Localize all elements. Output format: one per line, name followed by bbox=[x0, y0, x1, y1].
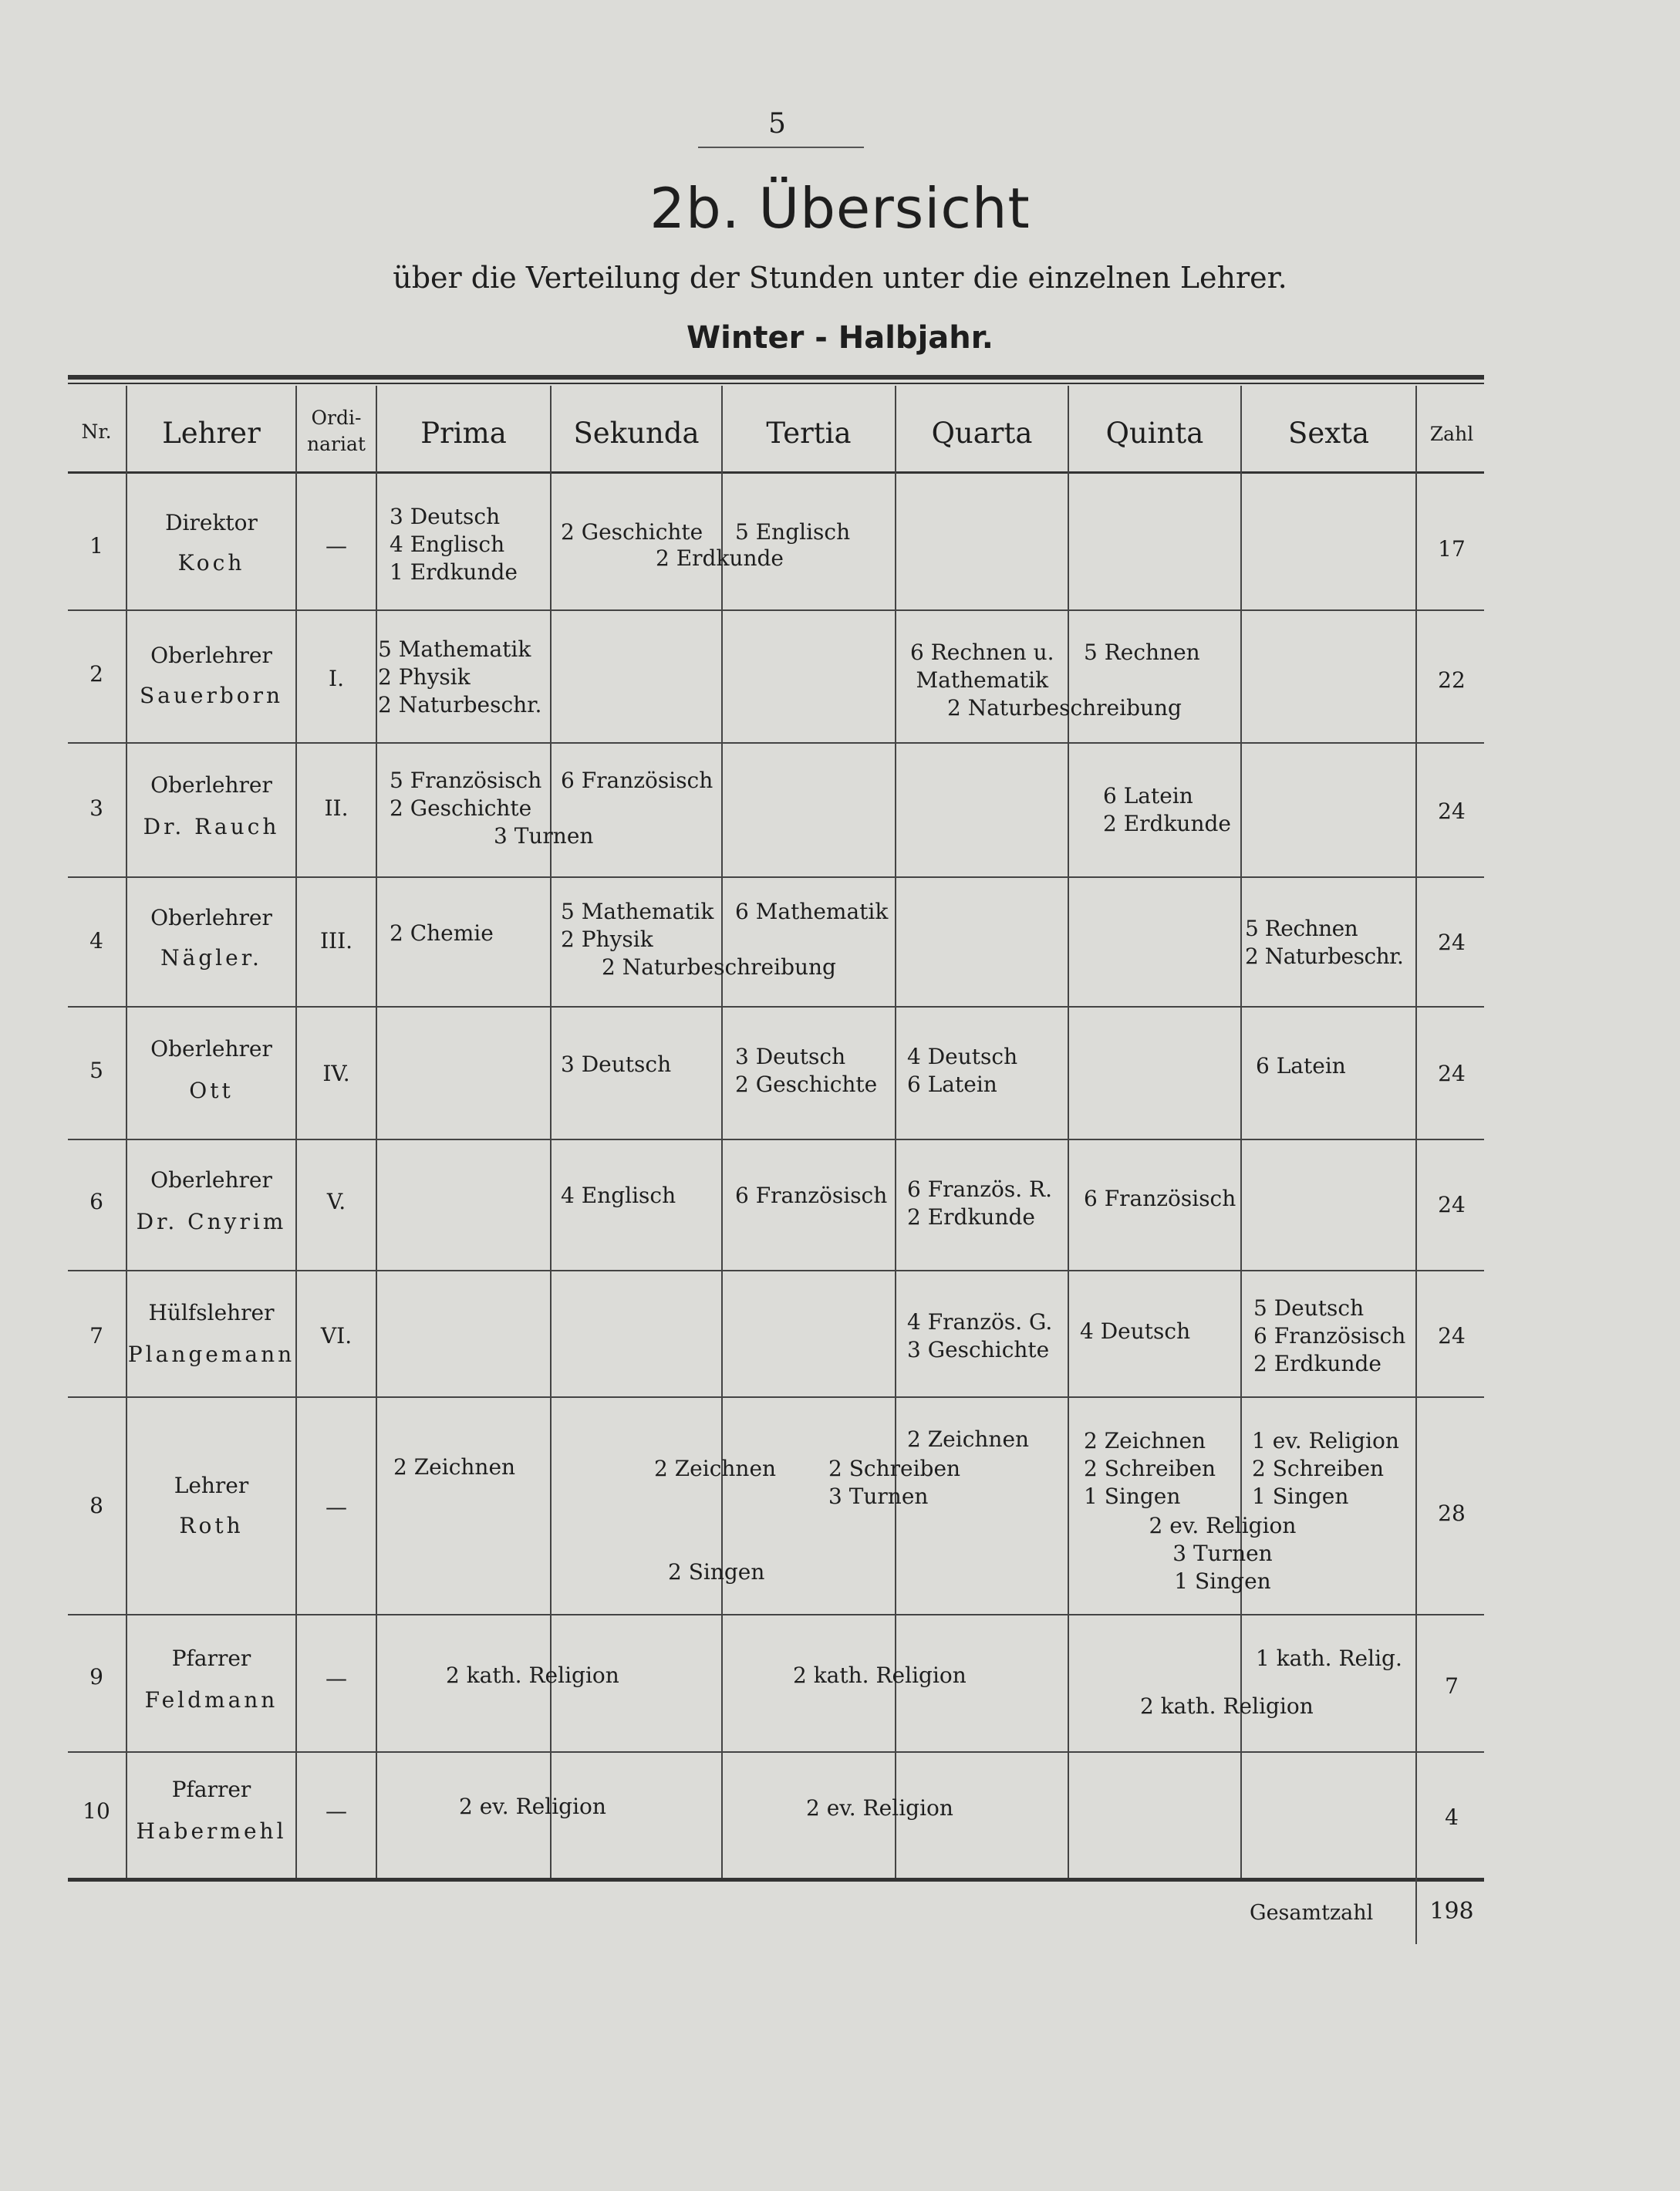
row-nr: 5 bbox=[89, 1058, 103, 1083]
row-nr: 7 bbox=[89, 1323, 103, 1349]
teacher-name: Plangemann bbox=[127, 1342, 295, 1367]
teacher-title: Hülfslehrer bbox=[148, 1300, 275, 1325]
tertia-quarta-subject: 2 ev. Religion bbox=[806, 1795, 953, 1821]
sexta-subjects: 5 Rechnen 2 Naturbeschr. bbox=[1245, 916, 1404, 969]
prima-subjects: 2 Chemie bbox=[390, 920, 494, 946]
sekunda-tertia-subject: 2 Naturbeschreibung bbox=[602, 954, 836, 980]
page-number: 5 bbox=[768, 108, 786, 140]
teacher-name: Feldmann bbox=[144, 1687, 278, 1713]
quinta-subjects: 5 Rechnen bbox=[1084, 640, 1200, 665]
row-nr: 1 bbox=[89, 533, 103, 559]
page-subtitle: über die Verteilung der Stunden unter die einzelnen Lehrer. bbox=[393, 261, 1287, 295]
teacher-name: Ott bbox=[189, 1078, 234, 1103]
ordinariat: — bbox=[326, 1798, 347, 1824]
ordinariat: VI. bbox=[320, 1323, 353, 1349]
row-separator bbox=[68, 609, 1484, 611]
sexta-subjects: 6 Latein bbox=[1256, 1053, 1346, 1079]
season-heading: Winter - Halbjahr. bbox=[687, 320, 993, 356]
teacher-title: Oberlehrer bbox=[150, 1167, 272, 1193]
header-prima: Prima bbox=[420, 417, 507, 450]
quinta-sexta-subject: 2 kath. Religion bbox=[1140, 1693, 1314, 1719]
tertia-subjects: 6 Mathematik bbox=[735, 899, 889, 924]
ordinariat: I. bbox=[329, 666, 344, 691]
hour-total: 7 bbox=[1445, 1673, 1459, 1699]
header-rule bbox=[68, 471, 1484, 474]
sexta-subjects: 1 ev. Religion 2 Schreiben 1 Singen bbox=[1252, 1428, 1399, 1509]
teacher-name: Koch bbox=[177, 550, 245, 576]
header-sexta: Sexta bbox=[1287, 417, 1370, 450]
prima-sekunda-subject: 2 kath. Religion bbox=[446, 1663, 619, 1688]
quarta-subjects: 2 Zeichnen bbox=[907, 1426, 1030, 1452]
row-nr: 9 bbox=[89, 1664, 103, 1690]
tertia-subjects: 5 Englisch bbox=[735, 519, 851, 545]
teacher-name: Dr. Cnyrim bbox=[136, 1209, 287, 1234]
sekunda-tertia-subject: 2 Zeichnen bbox=[654, 1456, 777, 1481]
quinta-subjects: 2 Zeichnen 2 Schreiben 1 Singen bbox=[1084, 1428, 1216, 1509]
teacher-title: Oberlehrer bbox=[150, 905, 272, 930]
row-separator bbox=[68, 1396, 1484, 1398]
sekunda-subjects: 5 Mathematik 2 Physik bbox=[561, 899, 714, 952]
teacher-name: Roth bbox=[179, 1513, 244, 1538]
header-lehrer: Lehrer bbox=[162, 417, 261, 450]
tertia-subjects: 3 Deutsch 2 Geschichte bbox=[735, 1044, 878, 1097]
hour-total: 22 bbox=[1438, 667, 1466, 693]
quarta-subjects: 6 Französ. R. 2 Erdkunde bbox=[907, 1177, 1053, 1230]
sexta-subjects: 5 Deutsch 6 Französisch 2 Erdkunde bbox=[1253, 1295, 1406, 1376]
prima-subjects: 5 Französisch 2 Geschichte bbox=[390, 768, 542, 821]
header-tertia: Tertia bbox=[766, 417, 852, 450]
ordinariat: III. bbox=[319, 928, 353, 954]
quarta-subjects: 6 Rechnen u. Mathematik bbox=[910, 640, 1054, 693]
quarta-quinta-subject: 2 Naturbeschreibung bbox=[947, 695, 1182, 721]
quinta-subjects: 4 Deutsch bbox=[1080, 1318, 1191, 1344]
row-separator bbox=[68, 1614, 1484, 1615]
quinta-sexta-subjects: 2 ev. Religion 3 Turnen 1 Singen bbox=[1149, 1513, 1297, 1594]
sekunda-subjects: 4 Englisch bbox=[561, 1183, 676, 1208]
row-nr: 3 bbox=[89, 795, 103, 821]
tertia-subjects: 2 Schreiben 3 Turnen bbox=[828, 1456, 961, 1509]
header-quarta: Quarta bbox=[931, 417, 1033, 450]
tertia-subjects: 6 Französisch bbox=[735, 1183, 888, 1208]
row-nr: 2 bbox=[89, 661, 103, 687]
total-label: Gesamtzahl bbox=[1250, 1901, 1374, 1925]
ordinariat: II. bbox=[324, 795, 349, 821]
header-ordinariat: Ordi- nariat bbox=[307, 407, 366, 455]
page-title: 2b. Übersicht bbox=[649, 176, 1031, 241]
top-rule-thin bbox=[68, 383, 1484, 384]
ordinariat: — bbox=[326, 533, 347, 559]
prima-sekunda-subject: 2 ev. Religion bbox=[459, 1794, 606, 1819]
teacher-name: Dr. Rauch bbox=[143, 814, 280, 839]
hour-total: 24 bbox=[1438, 930, 1466, 955]
teacher-title: Oberlehrer bbox=[150, 1036, 272, 1062]
hour-total: 24 bbox=[1438, 1061, 1466, 1086]
sekunda-subjects: 6 Französisch bbox=[561, 768, 713, 793]
teacher-title: Direktor bbox=[165, 510, 258, 535]
teacher-title: Pfarrer bbox=[171, 1646, 251, 1671]
teacher-name: Nägler. bbox=[160, 945, 262, 971]
quinta-subjects: 6 Latein 2 Erdkunde bbox=[1103, 783, 1231, 836]
row-separator bbox=[68, 1006, 1484, 1008]
quarta-subjects: 4 Französ. G. 3 Geschichte bbox=[907, 1309, 1053, 1362]
row-nr: 6 bbox=[89, 1189, 103, 1214]
ordinariat: — bbox=[326, 1666, 347, 1691]
prima-sekunda-subject: 3 Turnen bbox=[494, 823, 594, 849]
teacher-title: Oberlehrer bbox=[150, 772, 272, 798]
quinta-subjects: 6 Französisch bbox=[1084, 1186, 1236, 1211]
row-nr: 4 bbox=[89, 928, 103, 954]
ordinariat: IV. bbox=[322, 1061, 350, 1086]
prima-subjects: 3 Deutsch 4 Englisch 1 Erdkunde bbox=[390, 504, 518, 585]
header-sekunda: Sekunda bbox=[573, 417, 700, 450]
singen-subject: 2 Singen bbox=[668, 1559, 765, 1585]
teacher-name: Sauerborn bbox=[139, 683, 284, 708]
teacher-title: Lehrer bbox=[174, 1473, 249, 1498]
prima-subjects: 5 Mathematik 2 Physik 2 Naturbeschr. bbox=[378, 636, 542, 717]
page-number-rule bbox=[698, 147, 864, 148]
header-quinta: Quinta bbox=[1105, 417, 1204, 450]
hour-total: 24 bbox=[1438, 798, 1466, 824]
sekunda-tertia-subject: 2 Erdkunde bbox=[656, 545, 784, 571]
total-value: 198 bbox=[1429, 1898, 1474, 1925]
row-separator bbox=[68, 742, 1484, 744]
teacher-title: Oberlehrer bbox=[150, 643, 272, 668]
tertia-quarta-subject: 2 kath. Religion bbox=[793, 1663, 967, 1688]
prima-subjects: 2 Zeichnen bbox=[393, 1454, 516, 1480]
ordinariat: — bbox=[326, 1494, 347, 1520]
header-zahl: Zahl bbox=[1429, 423, 1474, 445]
hour-total: 17 bbox=[1438, 536, 1466, 562]
hour-total: 28 bbox=[1438, 1501, 1466, 1526]
teacher-name: Habermehl bbox=[136, 1818, 287, 1844]
teacher-title: Pfarrer bbox=[171, 1777, 251, 1802]
sexta-subjects: 1 kath. Relig. bbox=[1256, 1646, 1402, 1671]
row-separator bbox=[68, 876, 1484, 878]
sekunda-subjects: 2 Geschichte bbox=[561, 519, 703, 545]
col-divider bbox=[1415, 386, 1417, 1944]
row-separator bbox=[68, 1270, 1484, 1271]
ordinariat: V. bbox=[326, 1189, 346, 1214]
top-rule bbox=[68, 375, 1484, 380]
hour-total: 24 bbox=[1438, 1323, 1466, 1349]
row-nr: 8 bbox=[89, 1493, 103, 1518]
sekunda-subjects: 3 Deutsch bbox=[561, 1052, 672, 1077]
quarta-subjects: 4 Deutsch 6 Latein bbox=[907, 1044, 1018, 1097]
header-nr: Nr. bbox=[81, 420, 112, 443]
row-nr: 10 bbox=[83, 1798, 110, 1824]
hour-total: 24 bbox=[1438, 1192, 1466, 1217]
row-separator bbox=[68, 1751, 1484, 1753]
bottom-rule bbox=[68, 1878, 1484, 1882]
row-separator bbox=[68, 1139, 1484, 1140]
hour-total: 4 bbox=[1445, 1804, 1459, 1830]
